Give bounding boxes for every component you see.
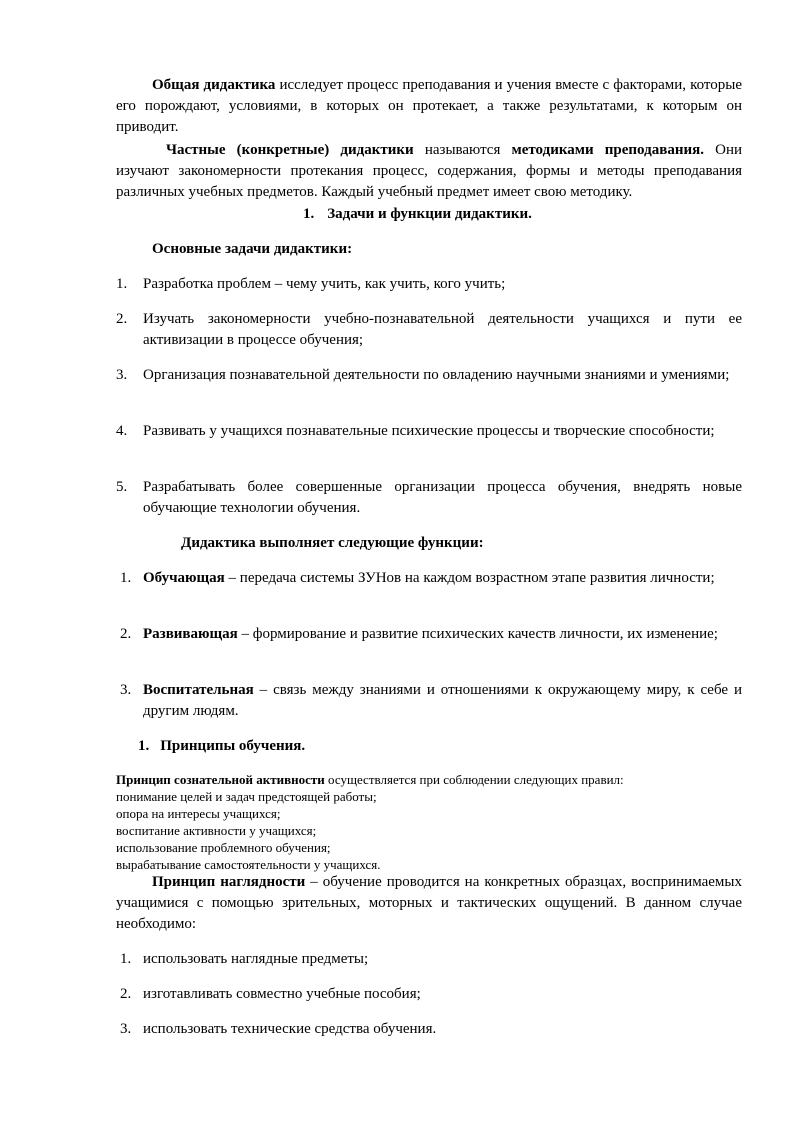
tasks-heading: Основные задачи дидактики:: [152, 241, 353, 257]
rule-item: опора на интересы учащихся;: [116, 806, 281, 821]
list-item: [116, 421, 742, 442]
paragraph-visual-principle: [116, 872, 742, 935]
list-item-text: изготавливать совместно учебные пособия;: [143, 986, 421, 1002]
list-item: [116, 274, 742, 295]
section-number: 1.: [303, 206, 315, 222]
list-item: [116, 477, 742, 519]
list-item-text: [143, 680, 742, 722]
list-item-text: Разработка проблем – чему учить, как учить, кого учить;: [143, 276, 506, 292]
term-teaching-methods: методиками преподавания.: [511, 142, 704, 158]
list-number: 3.: [120, 1021, 132, 1037]
list-item: [116, 1019, 742, 1040]
list-item: [116, 680, 742, 722]
rule-item: воспитание активности у учащихся;: [116, 823, 317, 838]
section-heading-tasks-functions: [303, 204, 532, 225]
list-item-text: [143, 568, 742, 589]
list-number: 4.: [116, 423, 128, 439]
principle-text: – обучение проводится на конкретных образцах, воспринимаемых учащимися с помощью зрительных, моторных и тактических ощущений. В данном случае необходимо:: [116, 874, 742, 932]
section-heading-principles: [138, 736, 305, 757]
function-description: – передача системы ЗУНов на каждом возрастном этапе развития личности;: [224, 570, 715, 586]
list-number: 3.: [116, 367, 128, 383]
rule-item: вырабатывание самостоятельности у учащихся.: [116, 857, 381, 872]
list-item-text: Разрабатывать более совершенные организации процесса обучения, внедрять новые обучающие технологии обучения.: [143, 479, 742, 516]
list-number: 1.: [120, 570, 132, 586]
paragraph-text: исследует процесс преподавания и учения вместе с факторами, которые его порождают, условиями, в которых он протекает, а также результатами, к которым он приводит.: [116, 77, 742, 135]
principle-conscious-activity: [116, 771, 756, 873]
list-number: 1.: [120, 951, 132, 967]
list-number: 3.: [120, 682, 132, 698]
principle-text: осуществляется при соблюдении следующих правил:: [324, 772, 624, 787]
list-item: [116, 309, 742, 351]
list-item: [116, 949, 742, 970]
function-description: – формирование и развитие психических качеств личности, их изменение;: [237, 626, 718, 642]
principle-name: Принцип сознательной активности: [116, 772, 325, 787]
function-name: Развивающая: [143, 626, 238, 642]
list-number: 2.: [120, 986, 132, 1002]
paragraph-text: называются: [413, 142, 512, 158]
paragraph-text: Они изучают закономерности протекания процесс, содержания, формы и методы преподавания различных учебных предметов. Каждый учебный предмет имеет свою методику.: [116, 142, 742, 200]
term-particular-didactics: Частные (конкретные) дидактики: [166, 142, 414, 158]
rule-item: понимание целей и задач предстоящей работы;: [116, 789, 377, 804]
rule-item: использование проблемного обучения;: [116, 840, 331, 855]
list-item-text: использовать наглядные предметы;: [143, 951, 369, 967]
section-number: 1.: [138, 738, 150, 754]
list-item: [116, 984, 742, 1005]
term-general-didactics: Общая дидактика: [152, 77, 276, 93]
list-number: 2.: [120, 626, 132, 642]
list-item-text: Развивать у учащихся познавательные психические процессы и творческие способности;: [143, 423, 715, 439]
list-item-text: [143, 624, 742, 645]
list-item: [116, 365, 742, 386]
section-title: Задачи и функции дидактики.: [327, 206, 532, 222]
list-item-text: Организация познавательной деятельности по овладению научными знаниями и умениями;: [143, 367, 730, 383]
function-name: Обучающая: [143, 570, 225, 586]
principle-intro: [116, 771, 756, 788]
paragraph-particular-didactics: [116, 140, 742, 203]
list-item: [116, 568, 742, 589]
functions-heading: Дидактика выполняет следующие функции:: [181, 535, 484, 551]
list-number: 2.: [116, 311, 128, 327]
principle-name: Принцип наглядности: [152, 874, 306, 890]
section-title: Принципы обучения.: [160, 738, 306, 754]
list-item: [116, 624, 742, 645]
function-description: – связь между знаниями и отношениями к окружающему миру, к себе и другим людям.: [143, 682, 742, 719]
list-number: 5.: [116, 479, 128, 495]
list-item-text: использовать технические средства обучения.: [143, 1021, 437, 1037]
list-item-text: Изучать закономерности учебно-познавательной деятельности учащихся и пути ее активизации в процессе обучения;: [143, 311, 742, 348]
paragraph-general-didactics: [116, 75, 742, 138]
list-number: 1.: [116, 276, 128, 292]
function-name: Воспитательная: [143, 682, 254, 698]
